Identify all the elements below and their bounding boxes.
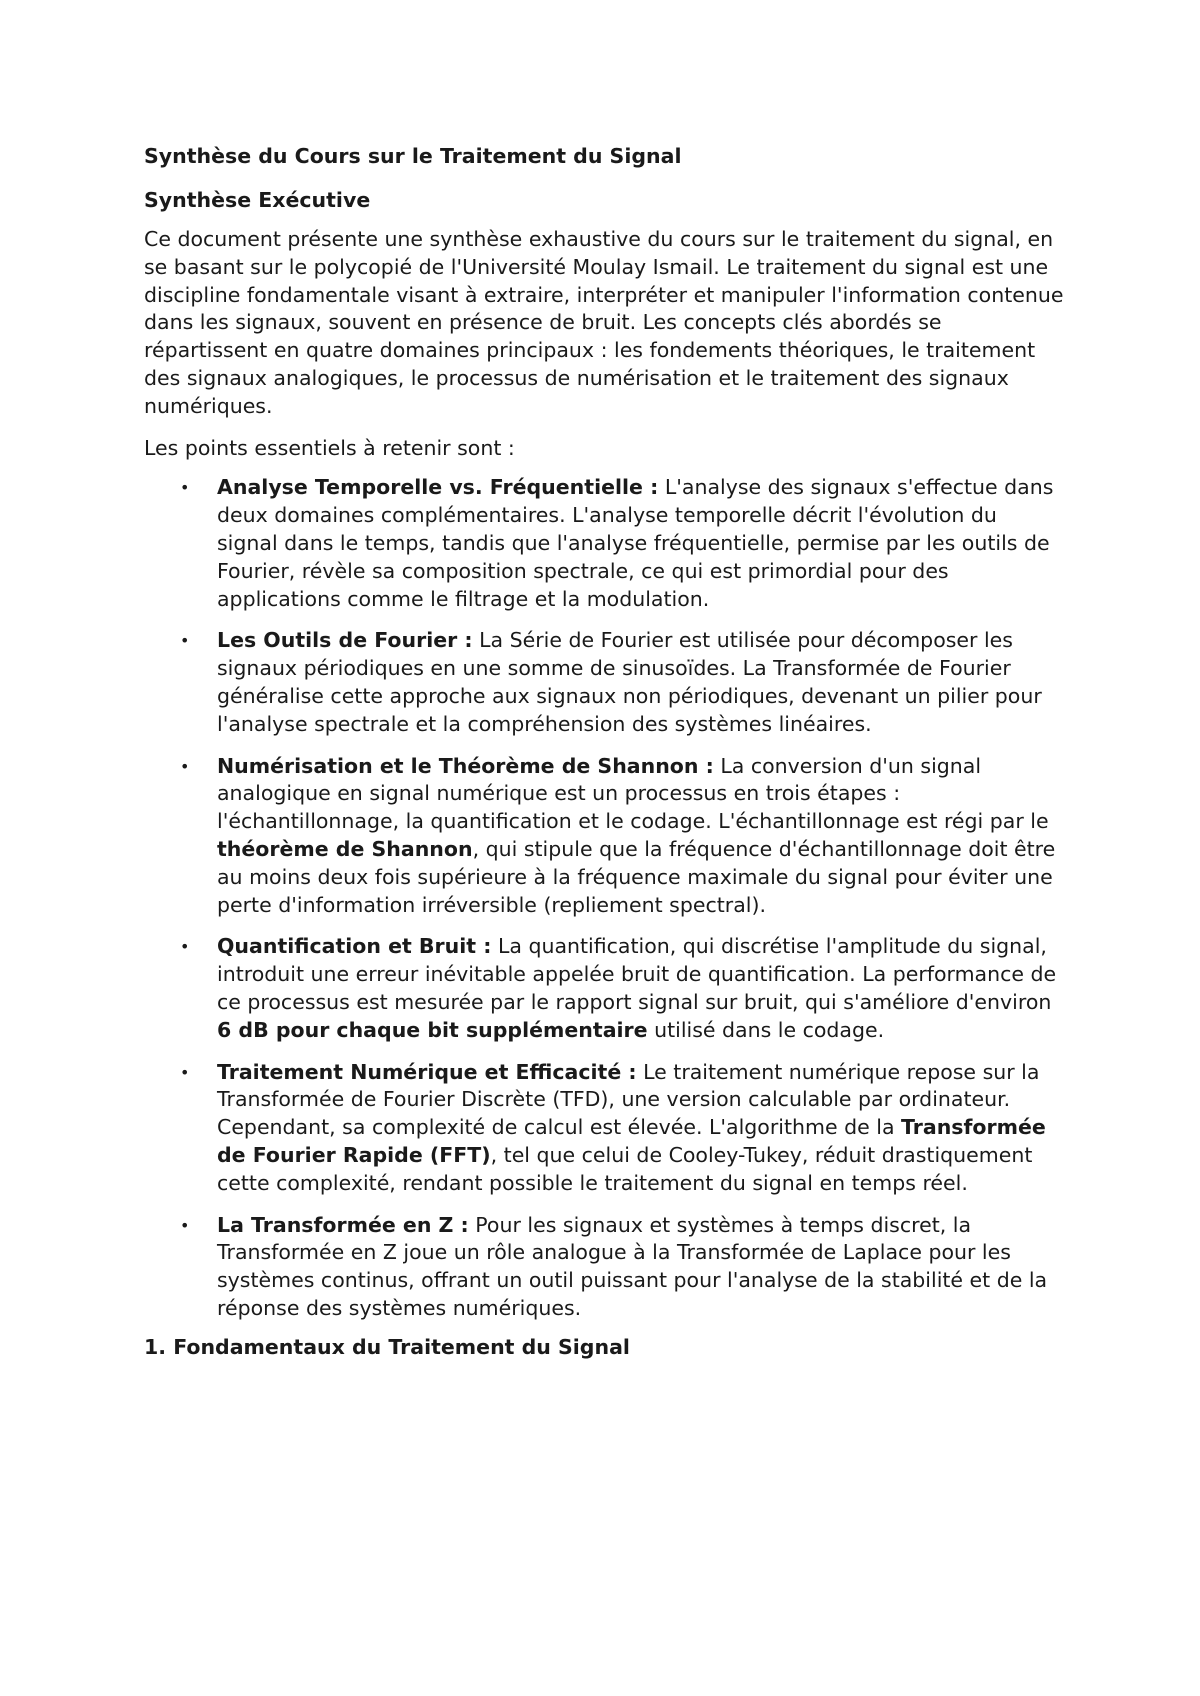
key-points-list bbox=[144, 474, 1064, 1322]
point-text: , qui stipule que la fréquence d'échantillonnage doit être au moins deux fois supérieure à la fréquence maximale du signal pour éviter une perte d'information irréversible (repliement spectral). bbox=[217, 836, 1056, 917]
list-item bbox=[144, 753, 1064, 920]
executive-summary-heading: Synthèse Exécutive bbox=[144, 188, 371, 212]
bullet-icon: • bbox=[180, 937, 190, 957]
point-emphasis: Transformée de Fourier Rapide (FFT) bbox=[217, 1115, 1046, 1167]
point-emphasis: théorème de Shannon bbox=[217, 836, 473, 861]
point-text: La quantification, qui discrétise l'amplitude du signal, introduit une erreur inévitable appelée bruit de quantification. La performance de ce processus est mesurée par le rapport signal sur bruit, qui s'améliore d'environ bbox=[217, 934, 1057, 1014]
point-text: utilisé dans le codage. bbox=[647, 1017, 885, 1042]
bullet-icon: • bbox=[180, 478, 190, 498]
list-item bbox=[144, 1212, 1064, 1323]
bullet-icon: • bbox=[180, 1215, 190, 1235]
point-label: Numérisation et le Théorème de Shannon : bbox=[217, 753, 714, 778]
bullet-icon: • bbox=[180, 756, 190, 776]
point-text: L'analyse des signaux s'effectue dans deux domaines complémentaires. L'analyse temporelle décrit l'évolution du signal dans le temps, tandis que l'analyse fréquentielle, permise par les outils de Fourier, révèle sa composition spectrale, ce qui est primordial pour des applications comme le filtrage et la modulation. bbox=[217, 475, 1054, 611]
point-label: Analyse Temporelle vs. Fréquentielle : bbox=[217, 475, 659, 500]
points-intro: Les points essentiels à retenir sont : bbox=[144, 435, 515, 460]
document-page bbox=[144, 142, 1064, 1361]
list-item bbox=[144, 474, 1064, 613]
bullet-icon: • bbox=[180, 1062, 190, 1082]
list-item bbox=[144, 627, 1064, 738]
list-item bbox=[144, 933, 1064, 1044]
point-text: Pour les signaux et systèmes à temps discret, la Transformée en Z joue un rôle analogue à la Transformée de Laplace pour les systèmes continus, offrant un outil puissant pour l'analyse de la stabilité et de la réponse des systèmes numériques. bbox=[217, 1212, 1048, 1320]
intro-paragraph: Ce document présente une synthèse exhaustive du cours sur le traitement du signal, en se basant sur le polycopié de l'Université Moulay Ismail. Le traitement du signal est une discipline fondamentale visant à extraire, interpréter et manipuler l'information contenue dans les signaux, souvent en présence de bruit. Les concepts clés abordés se répartissent en quatre domaines principaux : les fondements théoriques, le traitement des signaux analogiques, le processus de numérisation et le traitement des signaux numériques. bbox=[144, 227, 1064, 418]
point-emphasis: 6 dB pour chaque bit supplémentaire bbox=[217, 1017, 648, 1042]
point-label: Quantification et Bruit : bbox=[217, 934, 492, 959]
point-text: La Série de Fourier est utilisée pour décomposer les signaux périodiques en une somme de sinusoïdes. La Transformée de Fourier généralise cette approche aux signaux non périodiques, devenant un pilier pour l'analyse spectrale et la compréhension des systèmes linéaires. bbox=[217, 628, 1042, 736]
document-title: Synthèse du Cours sur le Traitement du Signal bbox=[144, 144, 682, 168]
point-text: Le traitement numérique repose sur la Transformée de Fourier Discrète (TFD), une version calculable par ordinateur. Cependant, sa complexité de calcul est élevée. L'algorithme de la bbox=[217, 1059, 1040, 1140]
point-text: , tel que celui de Cooley-Tukey, réduit drastiquement cette complexité, rendant possible le traitement du signal en temps réel. bbox=[217, 1142, 1033, 1195]
point-label: La Transformée en Z : bbox=[217, 1212, 469, 1237]
list-item bbox=[144, 1059, 1064, 1198]
section-1-heading: 1. Fondamentaux du Traitement du Signal bbox=[144, 1334, 630, 1359]
point-label: Les Outils de Fourier : bbox=[217, 628, 473, 653]
bullet-icon: • bbox=[180, 631, 190, 651]
point-label: Traitement Numérique et Efficacité : bbox=[217, 1059, 637, 1084]
point-text: La conversion d'un signal analogique en signal numérique est un processus en trois étapes : l'échantillonnage, la quantification et le codage. L'échantillonnage est régi par le bbox=[217, 753, 1049, 834]
